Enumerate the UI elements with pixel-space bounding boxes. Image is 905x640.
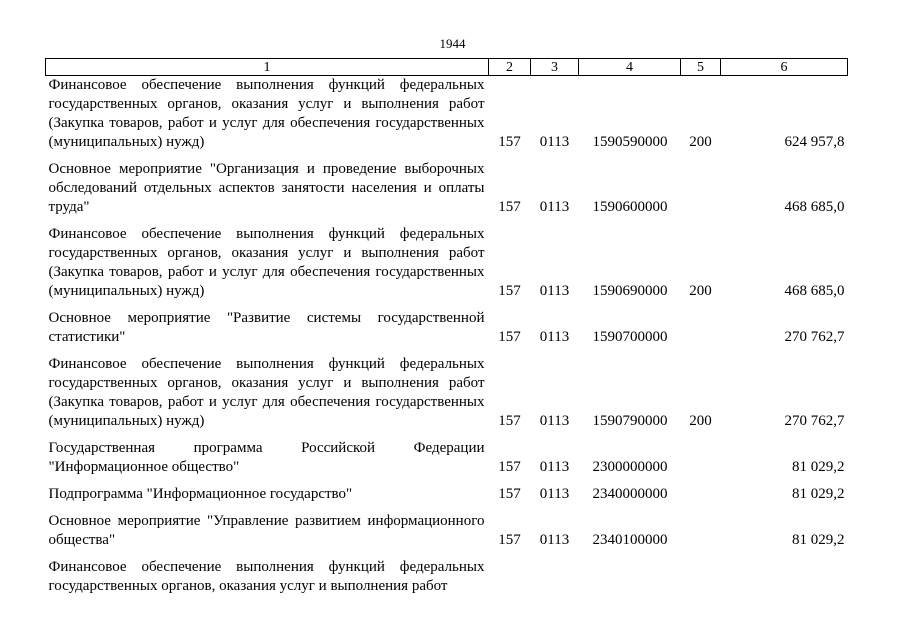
row-code-5: [681, 439, 721, 485]
row-code-5: [681, 309, 721, 355]
row-code-3: 0113: [539, 199, 570, 215]
row-name: Основное мероприятие "Развитие системы государственной статистики": [48, 310, 485, 345]
budget-table: [45, 58, 848, 596]
row-code-5: 200: [689, 283, 712, 299]
column-header-3: 3: [531, 59, 579, 76]
row-code-3: 0113: [539, 413, 570, 429]
table-row: [46, 439, 848, 485]
column-header-6: 6: [721, 59, 848, 76]
row-code-5: [681, 512, 721, 558]
table-row: [46, 512, 848, 558]
table-row: [46, 558, 848, 596]
row-code-2: 157: [498, 329, 521, 345]
table-row: [46, 76, 848, 161]
row-code-3: 0113: [539, 532, 570, 548]
row-name: Финансовое обеспечение выполнения функций федеральных государственных органов, оказания услуг и выполнения работ (Закупка товаров, работ и услуг для обеспечения государственных (муниципальных) нужд): [48, 226, 485, 299]
table-row: [46, 309, 848, 355]
row-code-5: [681, 558, 721, 596]
row-amount: 468 685,0: [784, 199, 845, 215]
row-code-3: 0113: [539, 329, 570, 345]
table-row: [46, 225, 848, 309]
row-name: Основное мероприятие "Управление развитием информационного общества": [48, 513, 485, 548]
row-code-2: 157: [498, 199, 521, 215]
row-code-2: 157: [498, 532, 521, 548]
row-code-3: 0113: [539, 459, 570, 475]
row-code-4: 1590590000: [592, 134, 668, 150]
table-row: [46, 160, 848, 225]
row-name: Финансовое обеспечение выполнения функций федеральных государственных органов, оказания услуг и выполнения работ: [48, 559, 485, 594]
row-amount: 270 762,7: [784, 413, 845, 429]
page-number: 1944: [439, 36, 466, 51]
row-amount: 81 029,2: [792, 532, 845, 548]
row-amount: 624 957,8: [784, 134, 845, 150]
row-code-4: 1590600000: [592, 199, 668, 215]
row-code-4: 1590700000: [592, 329, 668, 345]
header-row: [46, 59, 848, 76]
column-header-1: 1: [46, 59, 489, 76]
row-amount: 468 685,0: [784, 283, 845, 299]
row-amount: 270 762,7: [784, 329, 845, 345]
row-code-3: [531, 558, 579, 596]
row-code-5: 200: [689, 413, 712, 429]
column-header-2: 2: [489, 59, 531, 76]
row-name: Подпрограмма "Информационное государство": [48, 486, 353, 502]
row-code-4: 2340100000: [592, 532, 668, 548]
row-code-2: 157: [498, 486, 521, 502]
row-code-2: [489, 558, 531, 596]
row-code-4: 1590690000: [592, 283, 668, 299]
column-header-5: 5: [681, 59, 721, 76]
row-code-2: 157: [498, 134, 521, 150]
row-code-3: 0113: [539, 486, 570, 502]
row-amount: 81 029,2: [792, 486, 845, 502]
row-name: Основное мероприятие "Организация и проведение выборочных обследований отдельных аспектов занятости населения и оплаты труда": [48, 161, 485, 215]
row-code-4: 1590790000: [592, 413, 668, 429]
row-code-2: 157: [498, 459, 521, 475]
row-amount: [721, 558, 848, 596]
table-row: [46, 485, 848, 512]
row-name: Финансовое обеспечение выполнения функций федеральных государственных органов, оказания услуг и выполнения работ (Закупка товаров, работ и услуг для обеспечения государственных (муниципальных) нужд): [48, 356, 485, 429]
row-code-5: [681, 160, 721, 225]
column-header-4: 4: [579, 59, 681, 76]
row-name: Финансовое обеспечение выполнения функций федеральных государственных органов, оказания услуг и выполнения работ (Закупка товаров, работ и услуг для обеспечения государственных (муниципальных) нужд): [48, 77, 485, 150]
row-code-2: 157: [498, 413, 521, 429]
row-code-3: 0113: [539, 134, 570, 150]
row-name: Государственная программа Российской Федерации "Информационное общество": [48, 440, 485, 475]
row-code-2: 157: [498, 283, 521, 299]
row-code-5: 200: [689, 134, 712, 150]
row-code-4: 2300000000: [592, 459, 668, 475]
row-amount: 81 029,2: [792, 459, 845, 475]
row-code-5: [681, 485, 721, 512]
row-code-4: [579, 558, 681, 596]
table-row: [46, 355, 848, 439]
row-code-3: 0113: [539, 283, 570, 299]
row-code-4: 2340000000: [592, 486, 668, 502]
